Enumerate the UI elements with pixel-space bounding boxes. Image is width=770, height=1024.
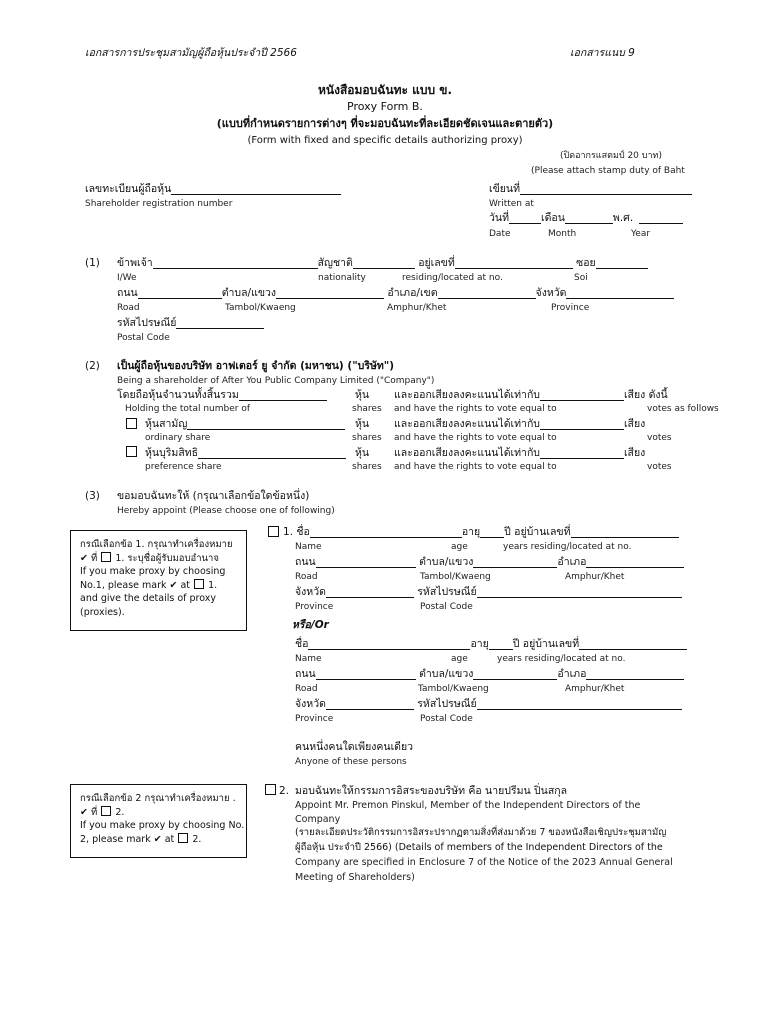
residing-label: residing/located at no. [402,273,503,283]
option-2-line-7: Meeting of Shareholders) [295,872,415,883]
proxy1-name-label: Name [295,542,322,552]
year-field[interactable] [639,214,683,224]
i-we-label: I/We [117,273,137,283]
shareholder-of-th: เป็นผู้ถือหุ้นของบริษัท อาฟเตอร์ ยู จำกัด (มหาชน) ("บริษัท") [117,360,395,372]
date-field[interactable] [509,214,541,224]
ordinary-votes-field[interactable] [540,420,624,430]
name-field[interactable] [153,259,318,269]
proxy2-name-label: Name [295,654,322,664]
proxy2-addr-label: years residing/located at no. [497,654,626,664]
nationality-field[interactable] [353,259,415,269]
proxy2-province-label: Province [295,714,334,724]
road-label: Road [117,303,140,313]
proxy1-road-field[interactable] [316,558,416,568]
proxy2-road-field[interactable] [316,670,416,680]
ordinary-share-row: หุ้นสามัญ [145,419,345,430]
written-at-label-en: Written at [489,199,534,209]
appoint-label-th: ขอมอบฉันทะให้ (กรุณาเลือกข้อใดข้อหนึ่ง) [117,490,310,502]
proxy2-road-label: Road [295,684,318,694]
proxy2-row2: ถนน ตำบล/แขวง อำเภอ [295,669,684,680]
section-1-row1: ข้าพเจ้า สัญชาติ อยู่เลขที่ ซอย [117,258,648,269]
note1-line5: and give the details of proxy [80,593,216,604]
ordinary-share-field[interactable] [187,420,345,430]
nationality-label: nationality [318,273,366,283]
note-box-option-2 [70,784,247,858]
preference-share-row: หุ้นบุริมสิทธิ [145,448,346,459]
ordinary-share-checkbox[interactable] [126,418,137,429]
proxy1-postal-field[interactable] [477,588,682,598]
doc-header-left: เอกสารการประชุมสามัญผู้ถือหุ้นประจำปี 2566 [85,47,297,59]
proxy1-address-field[interactable] [571,528,679,538]
proxy2-postal-label: Postal Code [420,714,473,724]
proxy2-address-field[interactable] [579,640,687,650]
section-1-number: (1) [85,257,100,269]
shares-label: shares [352,404,382,414]
note2-line2: ✔ ที่ 2. [80,806,125,818]
date-row: วันที่ เดือน พ.ศ. [489,213,683,224]
holding-label: Holding the total number of [125,404,250,414]
amphur-field[interactable] [438,289,536,299]
ordinary-votes-label: votes [647,433,672,443]
anyone-label-th: คนหนึ่งคนใดเพียงคนเดียว [295,741,414,753]
option-1-checkbox[interactable] [268,526,279,537]
section-3-number: (3) [85,490,100,502]
proxy1-postal-label: Postal Code [420,602,473,612]
proxy2-name-field[interactable] [308,640,470,650]
option-2-line-1: มอบฉันทะให้กรรมการอิสระของบริษัท คือ นายปรีมน ปิ่นสกุล [295,785,568,797]
checkbox-icon [101,806,111,816]
proxy2-postal-field[interactable] [477,700,682,710]
note1-line6: (proxies). [80,606,125,618]
page-subtitle-th: (แบบที่กำหนดรายการต่างๆ ที่จะมอบฉันทะที่ละเอียดชัดเจนและตายตัว) [216,117,554,130]
proxy1-amphur-field[interactable] [586,558,684,568]
option-2-number: 2. [279,785,290,797]
date-label-en: Date [489,229,511,239]
preference-votes-label: votes [647,462,672,472]
note2-line3: If you make proxy by choosing No. [80,820,245,831]
tambol-label: Tambol/Kwaeng [225,303,296,313]
preference-vote-label: and have the rights to vote equal to [394,462,557,472]
road-field[interactable] [138,289,222,299]
doc-header-right: เอกสารแนบ 9 [570,47,635,59]
page-title-en: Proxy Form B. [347,100,423,113]
registration-field[interactable] [171,185,341,195]
page-subtitle-en: (Form with fixed and specific details authorizing proxy) [247,135,523,146]
year-label-en: Year [631,229,651,239]
votes-follows-label: votes as follows [647,404,719,414]
note2-line4: 2, please mark ✔ at 2. [80,833,202,845]
appoint-label-en: Hereby appoint (Please choose one of following) [117,506,335,516]
vote-equal-label: and have the rights to vote equal to [394,404,557,414]
section-1-row3: รหัสไปรษณีย์ [117,318,264,329]
total-votes-field[interactable] [540,391,624,401]
anyone-label-en: Anyone of these persons [295,757,407,767]
checkbox-icon [194,579,204,589]
registration-label-en: Shareholder registration number [85,199,233,209]
option-2-line-4: (รายละเอียดประวัติกรรมการอิสระปรากฏตามสิ่งที่ส่งมาด้วย 7 ของหนังสือเชิญประชุมสามัญ [295,827,667,838]
total-shares-field[interactable] [239,391,327,401]
shareholder-of-en: Being a shareholder of After You Public Company Limited ("Company") [117,376,435,386]
option-2-line-3: Company [295,814,341,825]
province-label: Province [551,303,590,313]
or-label: หรือ/Or [292,619,329,631]
proxy1-tambol-field[interactable] [473,558,557,568]
proxy2-row3: จังหวัด รหัสไปรษณีย์ [295,699,682,710]
proxy1-province-label: Province [295,602,334,612]
proxy1-road-label: Road [295,572,318,582]
proxy1-age-label: age [451,542,468,552]
registration-label: เลขทะเบียนผู้ถือหุ้น [85,184,341,195]
proxy1-addr-label: years residing/located at no. [503,542,632,552]
proxy2-row1: ชื่อ อายุ ปี อยู่บ้านเลขที่ [295,639,687,650]
address-no-field[interactable] [455,259,573,269]
section-2-number: (2) [85,360,100,372]
province-field[interactable] [566,289,674,299]
checkbox-icon [101,552,111,562]
note1-line2: ✔ ที่ 1. ระบุชื่อผู้รับมอบอำนาจ [80,552,219,564]
preference-votes-field[interactable] [540,449,624,459]
month-field[interactable] [565,214,613,224]
option-1-row2: ถนน ตำบล/แขวง อำเภอ [295,557,684,568]
stamp-note-en: (Please attach stamp duty of Baht [531,166,685,176]
note1-line4: No.1, please mark ✔ at 1. [80,579,218,591]
proxy1-province-field[interactable] [326,588,414,598]
note-box-option-1 [70,530,247,631]
ordinary-vote-label: and have the rights to vote equal to [394,433,557,443]
total-shares-row: โดยถือหุ้นจำนวนทั้งสิ้นรวม [117,390,327,401]
section-1-row2: ถนน ตำบล/แขวง อำเภอ/เขต จังหวัด [117,288,674,299]
total-votes-row: และออกเสียงลงคะแนนได้เท่ากับ เสียง ดังนี้ [394,389,668,401]
checkbox-icon [178,833,188,843]
amphur-label: Amphur/Khet [387,303,447,313]
proxy1-amphur-label: Amphur/Khet [565,572,625,582]
postal-field[interactable] [176,319,264,329]
written-at-field[interactable] [520,185,692,195]
ordinary-share-label: ordinary share [145,433,211,443]
ordinary-votes-row: และออกเสียงลงคะแนนได้เท่ากับ เสียง [394,418,646,430]
proxy2-age-label: age [451,654,468,664]
option-2-line-2: Appoint Mr. Premon Pinskul, Member of the Independent Directors of the [295,800,641,811]
proxy2-province-field[interactable] [326,700,414,710]
postal-label: Postal Code [117,333,170,343]
proxy2-amphur-label: Amphur/Khet [565,684,625,694]
page-title: หนังสือมอบฉันทะ แบบ ข. [317,83,453,97]
proxy1-name-field[interactable] [310,528,462,538]
preference-share-field[interactable] [198,449,346,459]
preference-share-label: preference share [145,462,222,472]
preference-share-unit: หุ้น [355,447,370,459]
proxy2-amphur-field[interactable] [586,670,684,680]
note2-line1: กรณีเลือกข้อ 2 กรุณาทำเครื่องหมาย . [80,793,236,804]
written-at-label: เขียนที่ [489,184,692,195]
preference-votes-row: และออกเสียงลงคะแนนได้เท่ากับ เสียง [394,447,646,459]
preference-share-checkbox[interactable] [126,446,137,457]
shares-label-th: หุ้น [355,389,370,401]
option-2-checkbox[interactable] [265,784,276,795]
proxy2-tambol-field[interactable] [473,670,557,680]
soi-field[interactable] [596,259,648,269]
ordinary-shares-label: shares [352,433,382,443]
option-2-line-5: ผู้ถือหุ้น ประจำปี 2566) (Details of members of the Independent Directors of the [295,842,663,853]
ordinary-share-unit: หุ้น [355,418,370,430]
proxy2-tambol-label: Tambol/Kwaeng [418,684,489,694]
proxy2-age-field[interactable] [489,640,513,650]
soi-label: Soi [574,273,588,283]
note1-line3: If you make proxy by choosing [80,566,226,577]
proxy1-age-field[interactable] [480,528,504,538]
option-1-row1: 1. ชื่อ อายุ ปี อยู่บ้านเลขที่ [283,527,679,538]
option-1-row3: จังหวัด รหัสไปรษณีย์ [295,587,682,598]
stamp-note-th: (ปิดอากรแสตมป์ 20 บาท) [560,151,662,161]
month-label-en: Month [548,229,577,239]
note1-line1: กรณีเลือกข้อ 1. กรุณาทำเครื่องหมาย [80,539,233,550]
tambol-field[interactable] [276,289,384,299]
preference-shares-label: shares [352,462,382,472]
option-2-line-6: Company are specified in Enclosure 7 of the Notice of the 2023 Annual General [295,857,673,868]
proxy1-tambol-label: Tambol/Kwaeng [420,572,491,582]
